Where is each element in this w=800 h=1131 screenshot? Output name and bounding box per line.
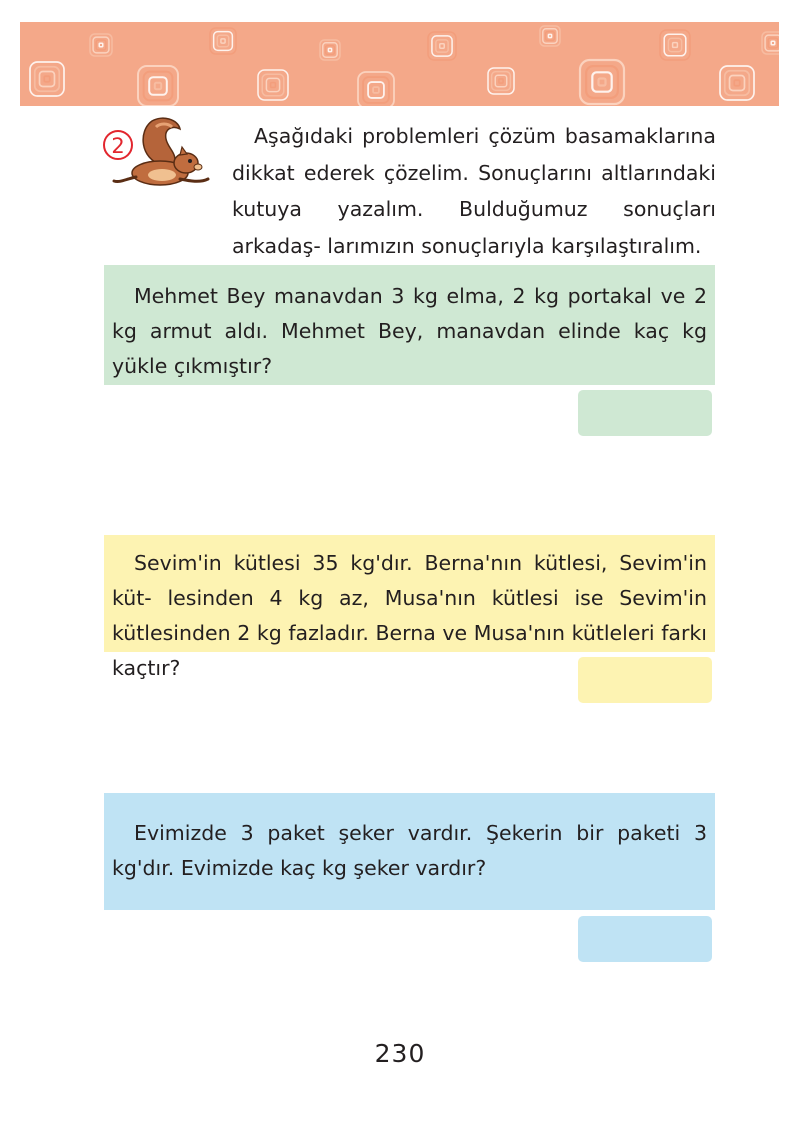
problem-1-card <box>104 265 715 385</box>
problem-3-text <box>112 816 707 886</box>
pattern-square <box>144 72 173 101</box>
pattern-square <box>217 35 228 46</box>
problem-line: 2 kg fazladır. Berna ve Musa'nın kütleleri farkı kaçtır? <box>112 621 707 680</box>
pattern-square <box>440 44 444 48</box>
pattern-square <box>44 76 49 81</box>
problem-3-answer-box[interactable] <box>578 916 712 962</box>
pattern-square <box>734 80 739 85</box>
pattern-square <box>99 43 103 47</box>
problem-line: çıkmıştır? <box>173 354 273 378</box>
pattern-square <box>668 38 681 51</box>
problem-line: Evimizde 3 paket şeker vardır. Şekerin bir paketi 3 kg'dır. <box>112 821 707 880</box>
pattern-square <box>363 77 389 103</box>
pattern-square <box>598 78 605 85</box>
activity-number: 2 <box>111 134 125 158</box>
pattern-square <box>586 66 618 98</box>
pattern-square <box>664 34 686 56</box>
pattern-square <box>725 71 749 95</box>
pattern-square <box>368 82 384 98</box>
pattern-square <box>771 41 775 45</box>
pattern-square <box>768 38 778 48</box>
problem-1-text <box>112 279 707 384</box>
problem-line: Mehmet Bey manavdan 3 kg elma, 2 kg portakal ve 2 <box>134 284 707 308</box>
intro-line: Aşağıdaki problemleri çözüm basamaklarına <box>254 124 716 148</box>
problem-2-card <box>104 535 715 680</box>
pattern-square <box>673 43 678 48</box>
pattern-square <box>730 76 745 91</box>
pattern-square <box>155 83 161 89</box>
activity-badge <box>100 113 218 193</box>
square-pattern-decoration <box>20 22 779 106</box>
pattern-square <box>499 79 503 83</box>
intro-line: larımızın sonuçlarıyla karşılaştıralım. <box>327 233 702 258</box>
pattern-square <box>221 39 225 43</box>
pattern-square <box>96 40 106 50</box>
pattern-square <box>262 74 284 96</box>
pattern-square <box>373 87 379 93</box>
page-number: 230 <box>374 1039 426 1068</box>
intro-line: kutuya yazalım. Bulduğumuz sonuçları arkadaş- <box>232 197 716 258</box>
problem-1-answer-box[interactable] <box>578 390 712 436</box>
squirrel-icon <box>100 113 218 193</box>
pattern-square <box>432 36 452 56</box>
pattern-square <box>271 83 276 88</box>
pattern-square <box>266 78 279 91</box>
problem-3-card <box>104 793 715 910</box>
problem-line: kg armut aldı. Mehmet Bey, manavdan elinde kaç kg yükle <box>112 319 707 378</box>
problem-line: Evimizde kaç kg şeker vardır? <box>180 856 487 880</box>
pattern-square <box>326 46 335 55</box>
activity-instructions <box>232 118 716 264</box>
intro-line: dikkat ederek çözelim. Sonuçlarını altlarındaki <box>232 160 716 185</box>
pattern-square <box>328 48 331 51</box>
pattern-square <box>548 34 551 37</box>
problem-line: Sevim'in kütlesi 35 kg'dır. Berna'nın kütlesi, Sevim'in küt- <box>112 551 707 610</box>
pattern-square <box>35 67 59 91</box>
pattern-square <box>495 75 506 86</box>
pattern-square <box>546 32 555 41</box>
pattern-square <box>436 40 448 52</box>
pattern-square <box>40 72 55 87</box>
problem-2-answer-box[interactable] <box>578 657 712 703</box>
problem-line: lesinden 4 kg az, Musa'nın kütlesi ise Sevim'in kütlesinden <box>112 586 707 645</box>
pattern-square <box>592 72 611 91</box>
pattern-square <box>149 77 167 95</box>
pattern-square <box>492 72 511 91</box>
header-pattern-band <box>20 22 779 106</box>
pattern-square <box>214 32 233 51</box>
